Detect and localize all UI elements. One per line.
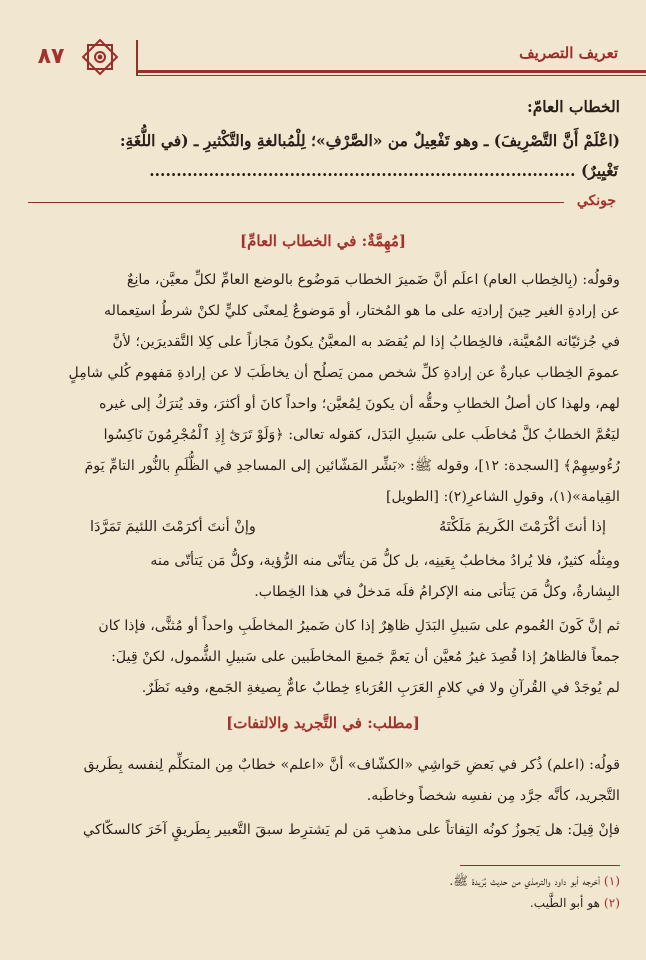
signature: جونكي xyxy=(576,193,616,209)
text-line: جمعاً فالظاهرُ إذا قُصِدَ غيرُ مُعيَّن أن يَعمَّ جَميعَ المخاطَبين على سَبيلِ الشُّمول، لكنْ قِيلَ: xyxy=(111,649,620,665)
footnote-1 xyxy=(449,874,620,892)
text-line: لم يُوجَدْ في القُرآنِ ولا في كلامِ العَرَبِ العُرَباءِ خِطابٌ عامٌّ بِصيغةِ الجَمع، وفيه نَظَرٌ. xyxy=(141,680,620,696)
poem-hemistich-right: إذا أنتَ أكْرَمْتَ الكَريمَ مَلَكْتَهُ xyxy=(438,519,606,535)
text-line: في جُزئيّاته المُعيَّنة، فالخِطابُ إذا لم يُقصَد به المعيَّنُ يكونُ مَجازاً على كِلا التَّقديرَين؛ لأنَّ xyxy=(112,334,620,350)
ornament-icon xyxy=(78,35,122,79)
header-rule xyxy=(136,70,646,73)
text-line: ومِثلُه كثيرٌ، فلا يُرادُ مخاطبٌ بِعَينِه، بل كلُّ مَن يتأتّى منه الرُّؤية، وكلُّ مَن يَتأتّى منه xyxy=(150,553,620,569)
text-line: فإنْ قِيلَ: هل يَجوزُ كونُه التِفاتاً على مذهبِ مَن لم يَشترِط سبقَ التَّعبير بِطَريقٍ آخَرَ كالسكّاكي xyxy=(83,822,620,838)
text-line: لهم، ولهذا كان أصلُ الخطابِ وحقُّه أن يكونَ لِمُعيَّن؛ واحداً كانَ أو أكثرَ، وقد يُترَكُ إلى غيره xyxy=(99,396,620,412)
footnote-number: (٢) xyxy=(603,896,620,910)
footnote-2 xyxy=(530,896,620,910)
intro-line-1: (اعْلَمْ أَنَّ التَّصْرِيفَ) ـ وهو تَفْعِيلٌ من «الصَّرْفِ»؛ لِلْمُبالغةِ والتَّكْثيرِ ـ (في اللُّغَةِ: xyxy=(119,131,620,150)
text-line: قولُه: (اعلم) ذُكر في بَعضِ حَواشِي «الكشّاف» أنَّ «اعلم» خطابٌ مِن المتكلِّم لِنفسه بِطَريق xyxy=(83,757,620,773)
text-line: عن إرادةِ الغير حِينَ إرادتِه على ما هو المُختار، أو مَوضوعٌ لِمعنًى كليٍّ لكنْ شرطُ استِعماله xyxy=(104,303,620,319)
text-line: عمومَ الخِطاب عبارةٌ عن إرادةِ كلِّ شخص ممن يَصلُح أن يخاطَبَ لا عن إرادةِ مَفهوم كُلي شامِلٍ xyxy=(68,365,620,381)
poem-hemistich-left: وإنْ أنتَ أكرَمْتَ اللئيمَ تَمَرَّدَا xyxy=(90,519,256,535)
footnote-text: هو أبو الطَّيب. xyxy=(529,896,601,910)
footnote-number: (١) xyxy=(603,874,620,888)
page-number: ٨٧ xyxy=(37,44,65,69)
text-line: رُءُوسِهِمْ﴾ [السجدة: ١٢]، وقوله ﷺ: «بَشِّر المَشّائين إلى المساجدِ في الظُّلَمِ بالنُّور التامِّ يَومَ xyxy=(84,458,620,474)
section-title-abstraction: [مطلب: في التَّجريد والالتفات] xyxy=(226,714,420,732)
text-line: التَّجريد، كأنَّه جرَّد مِن نفسِه شخصاً وخاطَبه. xyxy=(366,788,620,804)
footnote-rule xyxy=(460,865,620,866)
footnote-text: أخرجه أبو داود والترمذي من حديث بُرَيدة ﷺ. xyxy=(449,874,601,888)
text-line: وقولُه: (بِالخِطاب العام) اعلَم أنَّ ضَميرَ الخطاب مَوضُوع بالوضع العامِّ لكلِّ معيَّن، مانِعٌ xyxy=(126,272,620,288)
separator-rule xyxy=(28,202,564,203)
text-line: ليَعُمَّ الخطابُ كلَّ مُخاطَب على سَبيلِ البَدَل، كقوله تعالى: ﴿وَلَوْ تَرَىٰٓ إِذِ ٱلْمُجْرِمُونَ نَاكِسُوا xyxy=(103,427,620,443)
running-title: تعريف التصريف xyxy=(519,44,618,62)
text-line: ثم إنَّ كَونَ العُموم على سَبيلِ البَدَلِ ظاهِرٌ إذا كان ضَميرُ المخاطَبِ واحداً أو مُثنًّى، فإذا كان xyxy=(98,618,620,634)
text-line: البِشارةُ، وكلُّ مَن يَتأتى منه الإكرامُ فلَه مَدخلٌ في هذا الخِطاب. xyxy=(254,584,620,600)
section-title-general-address: [مُهِمَّةٌ: في الخطاب العامِّ] xyxy=(240,232,406,250)
header-rule-thin xyxy=(136,75,646,76)
intro-heading: الخطاب العامّ: xyxy=(526,97,620,116)
header-divider xyxy=(136,40,138,76)
intro-line-2: تَغْيِيرٌ) ............................................................................... xyxy=(149,161,618,180)
text-line: القِيامة»(١)، وقولِ الشاعرِ(٢): [الطويل] xyxy=(385,489,620,505)
